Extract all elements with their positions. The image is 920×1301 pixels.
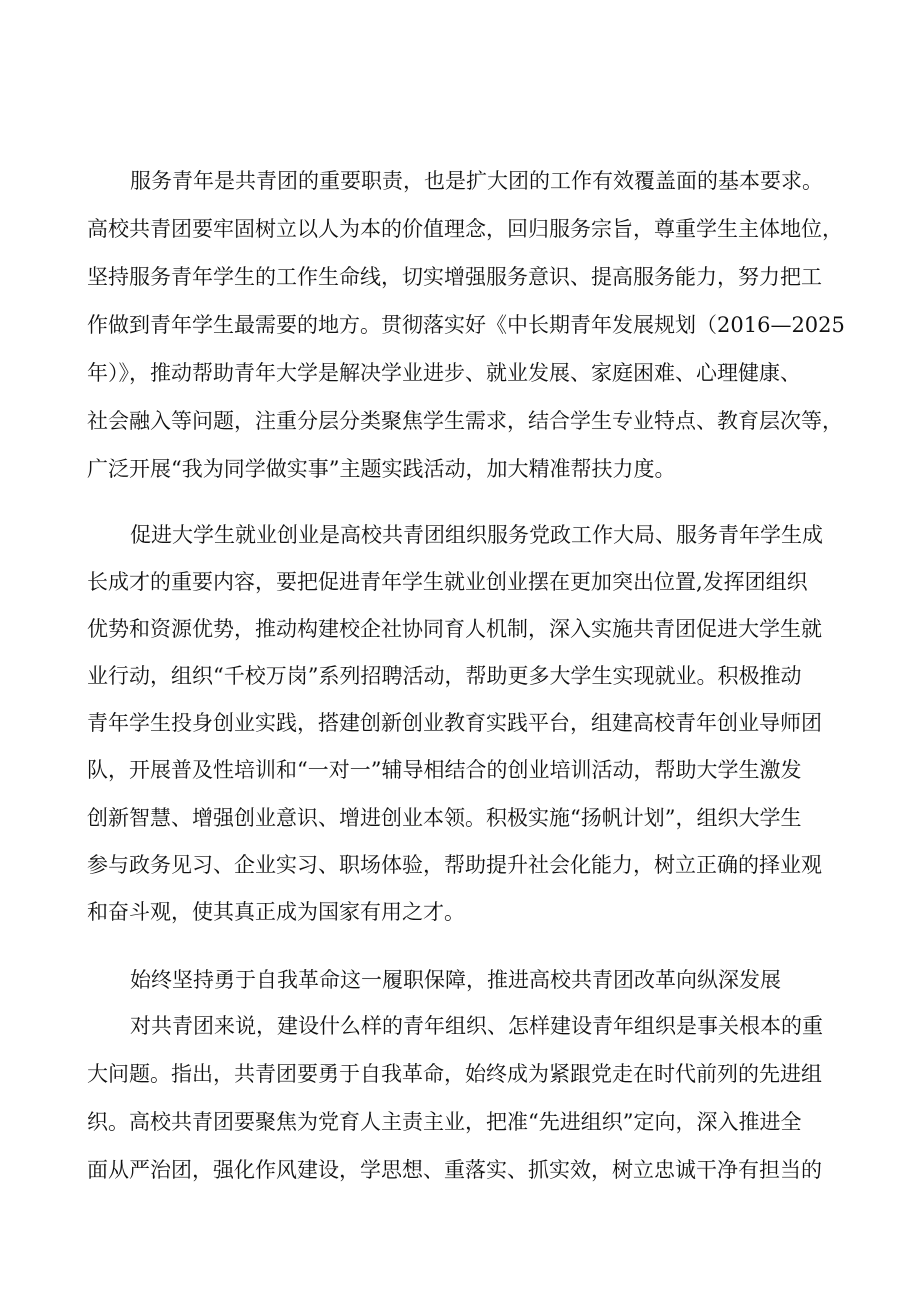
paragraph-4-line-1 — [0, 966, 920, 1038]
line-text: 服务青年是共青团的重要职责，也是扩大团的工作有效覆盖面的基本要求。 — [130, 169, 823, 193]
line-text: 对共青团来说，建设什么样的青年组织、怎样建设青年组织是事关根本的重 — [130, 1014, 823, 1038]
line-text: 青年学生投身创业实践，搭建创新创业教育实践平台，组建高校青年创业导师团 — [87, 711, 822, 735]
heading-text: 始终坚持勇于自我革命这一履职保障，推进高校共青团改革向纵深发展 — [130, 968, 781, 992]
paragraph-2-line-2 — [0, 522, 920, 594]
section-heading — [0, 920, 920, 992]
paragraph-4-line-2 — [0, 1014, 920, 1086]
line-text: 和奋斗观，使其真正成为国家有用之才。 — [87, 900, 465, 924]
paragraph-1-line-1 — [0, 121, 920, 193]
paragraph-2-line-6 — [0, 710, 920, 782]
paragraph-2-line-4 — [0, 616, 920, 688]
line-text: 面从严治团，强化作风建设，学思想、重落实、抓实效，树立忠诚干净有担当的 — [87, 1158, 822, 1182]
paragraph-1-line-4 — [0, 265, 920, 337]
line-text: 作做到青年学生最需要的地方。贯彻落实好《中长期青年发展规划（2016—2025 — [87, 313, 845, 337]
line-text: 坚持服务青年学生的工作生命线，切实增强服务意识、提高服务能力，努力把工 — [87, 265, 822, 289]
paragraph-2-line-8 — [0, 805, 920, 877]
paragraph-4-line-4 — [0, 1110, 920, 1182]
line-text: 织。高校共青团要聚焦为党育人主责主业，把准“先进组织”定向，深入推进全 — [87, 1110, 802, 1134]
line-text: 广泛开展“我为同学做实事”主题实践活动，加大精准帮扶力度。 — [87, 457, 676, 481]
line-text: 队，开展普及性培训和“一对一”辅导相结合的创业培训活动，帮助大学生激发 — [87, 758, 802, 782]
paragraph-1-line-7 — [0, 409, 920, 481]
line-text: 促进大学生就业创业是高校共青团组织服务党政工作大局、服务青年学生成 — [130, 523, 823, 547]
line-text: 社会融入等问题，注重分层分类聚焦学生需求，结合学生专业特点、教育层次等， — [87, 409, 843, 433]
paragraph-2-line-9 — [0, 852, 920, 924]
line-text: 参与政务见习、企业实习、职场体验，帮助提升社会化能力，树立正确的择业观 — [87, 853, 822, 877]
line-text: 长成才的重要内容，要把促进青年学生就业创业摆在更加突出位置,发挥团组织 — [87, 570, 808, 594]
line-text: 大问题。指出，共青团要勇于自我革命，始终成为紧跟党走在时代前列的先进组 — [87, 1062, 822, 1086]
line-text: 高校共青团要牢固树立以人为本的价值理念，回归服务宗旨，尊重学生主体地位， — [87, 217, 843, 241]
paragraph-1-line-3 — [0, 217, 920, 289]
paragraph-1-line-6 — [0, 361, 920, 433]
line-text: 优势和资源优势，推动构建校企社协同育人机制，深入实施共青团促进大学生就 — [87, 617, 822, 641]
line-text: 业行动，组织“千校万岗”系列招聘活动，帮助更多大学生实现就业。积极推动 — [87, 664, 802, 688]
paragraph-2-line-1 — [0, 475, 920, 547]
line-text: 年）》，推动帮助青年大学是解决学业进步、就业发展、家庭困难、心理健康、 — [87, 361, 801, 385]
paragraph-2-line-3 — [0, 569, 920, 641]
paragraph-2-line-5 — [0, 663, 920, 735]
paragraph-4-line-3 — [0, 1062, 920, 1134]
line-text: 创新智慧、增强创业意识、增进创业本领。积极实施“扬帆计划”，组织大学生 — [87, 806, 802, 830]
paragraph-1-line-2 — [0, 169, 920, 241]
paragraph-2-line-7 — [0, 758, 920, 830]
paragraph-1-line-5 — [0, 313, 920, 385]
